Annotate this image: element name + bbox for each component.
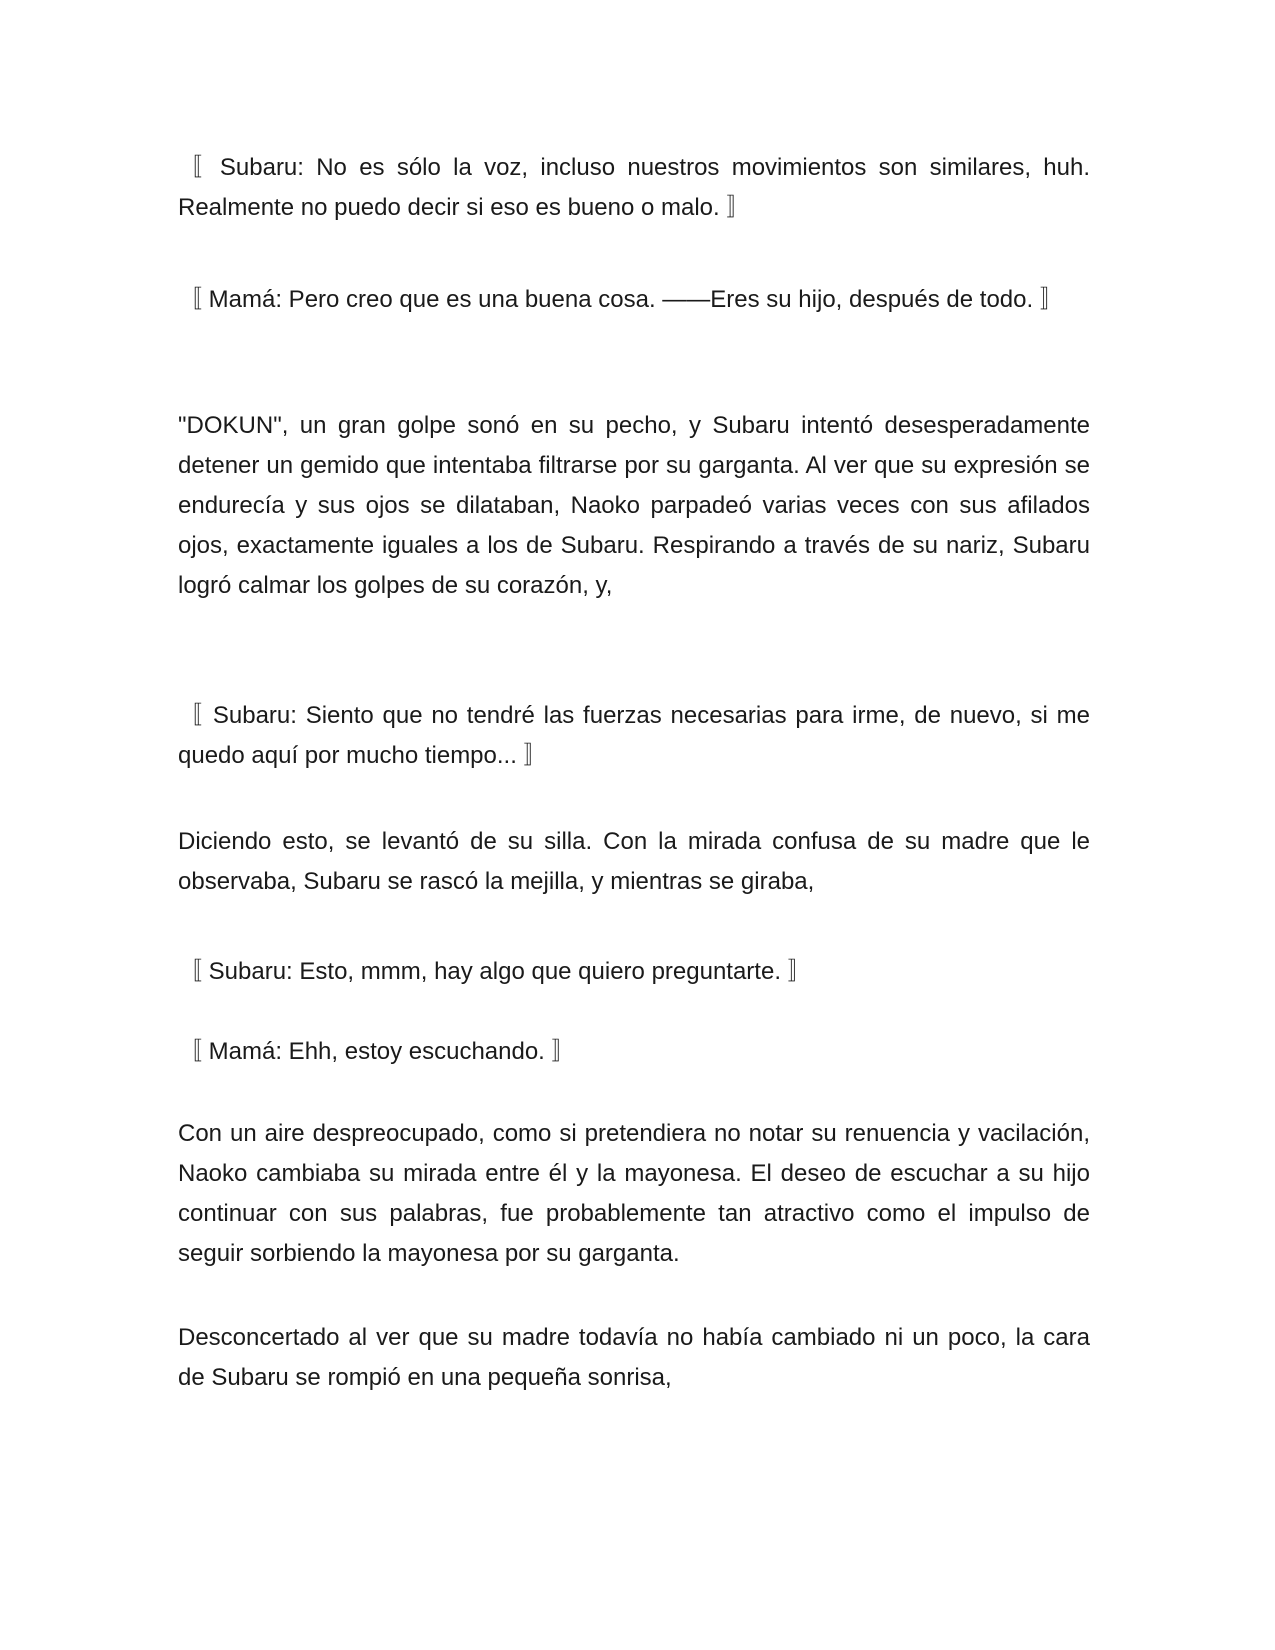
dialogue-subaru-leave: 〚 Subaru: Siento que no tendré las fuerzas necesarias para irme, de nuevo, si me quedo aquí por mucho tiempo... 〛 — [178, 702, 1090, 769]
narration-stands-up: Diciendo esto, se levantó de su silla. Con la mirada confusa de su madre que le observaba, Subaru se rascó la mejilla, y mientras se giraba, — [178, 828, 1090, 895]
dialogue-mama-good-thing: 〚 Mamá: Pero creo que es una buena cosa. ——Eres su hijo, después de todo. 〛 — [178, 286, 1064, 313]
narration-smile: Desconcertado al ver que su madre todavía no había cambiado ni un poco, la cara de Subaru se rompió en una pequeña sonrisa, — [178, 1324, 1090, 1391]
narration-mayonnaise: Con un aire despreocupado, como si pretendiera no notar su renuencia y vacilación, Naoko cambiaba su mirada entre él y la mayonesa. El deseo de escuchar a su hijo continuar con sus palabras, fue probablemente tan atractivo como el impulso de seguir sorbiendo la mayonesa por su garganta. — [178, 1120, 1090, 1267]
narration-dokun: "DOKUN", un gran golpe sonó en su pecho, y Subaru intentó desesperadamente detener un gemido que intentaba filtrarse por su garganta. Al ver que su expresión se endurecía y sus ojos se dilataban, Naoko parpadeó varias veces con sus afilados ojos, exactamente iguales a los de Subaru. Respirando a través de su nariz, Subaru logró calmar los golpes de su corazón, y, — [178, 412, 1090, 599]
dialogue-subaru-question: 〚 Subaru: Esto, mmm, hay algo que quiero preguntarte. 〛 — [178, 958, 812, 985]
dialogue-subaru-voice: 〚 Subaru: No es sólo la voz, incluso nuestros movimientos son similares, huh. Realmente no puedo decir si eso es bueno o malo. 〛 — [178, 154, 1090, 221]
dialogue-mama-listening: 〚 Mamá: Ehh, estoy escuchando. 〛 — [178, 1038, 576, 1065]
